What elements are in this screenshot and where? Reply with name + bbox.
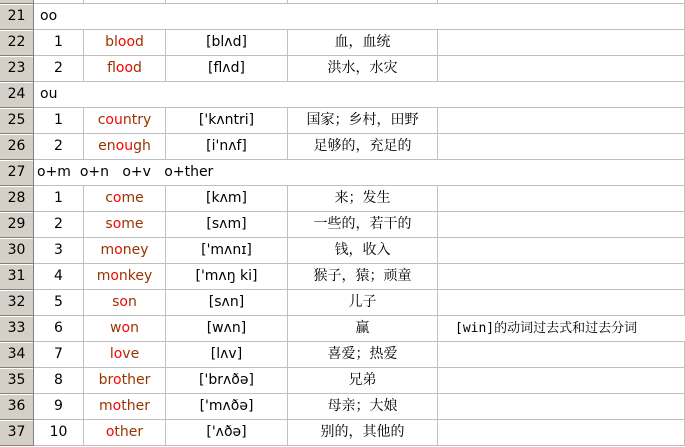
word-cell[interactable] — [84, 238, 166, 264]
ipa-cell[interactable]: [flʌd] — [166, 56, 288, 82]
word-prefix: en — [98, 138, 116, 154]
word-prefix: l — [109, 346, 114, 362]
table-row — [0, 82, 685, 108]
table-row — [0, 56, 685, 82]
word-suffix: n — [128, 294, 137, 310]
index-cell[interactable]: 6 — [34, 316, 84, 342]
row-header[interactable]: 33 — [0, 316, 34, 342]
word-highlight: o — [112, 190, 122, 206]
word-highlight: ou — [115, 138, 134, 154]
meaning-cell[interactable]: 赢 — [288, 316, 438, 342]
index-cell[interactable]: 1 — [34, 108, 84, 134]
word-suffix: ther — [121, 398, 150, 414]
word-prefix: s — [105, 216, 113, 232]
word-prefix: c — [97, 112, 106, 128]
row-header[interactable]: 31 — [0, 264, 34, 290]
word-prefix: c — [105, 190, 113, 206]
index-cell[interactable]: 1 — [34, 186, 84, 212]
section-header-cell[interactable] — [34, 4, 685, 30]
word-highlight: o — [112, 398, 122, 414]
index-cell[interactable]: 4 — [34, 264, 84, 290]
row-header[interactable]: 30 — [0, 238, 34, 264]
index-cell[interactable]: 5 — [34, 290, 84, 316]
word-cell[interactable] — [84, 342, 166, 368]
note-cell[interactable] — [438, 186, 685, 212]
row-header[interactable]: 28 — [0, 186, 34, 212]
row-header[interactable]: 21 — [0, 4, 34, 30]
word-cell[interactable] — [84, 212, 166, 238]
word-suffix: gh — [133, 138, 151, 154]
word-suffix: ntry — [122, 112, 152, 128]
word-suffix: me — [121, 190, 144, 206]
index-cell[interactable]: 2 — [34, 56, 84, 82]
word-cell[interactable] — [84, 56, 166, 82]
ipa-cell[interactable]: ['ʌðə] — [166, 420, 288, 446]
meaning-cell[interactable]: 儿子 — [288, 290, 438, 316]
table-row — [0, 394, 685, 420]
note-cell[interactable] — [438, 342, 685, 368]
word-cell[interactable] — [84, 394, 166, 420]
index-cell[interactable]: 3 — [34, 238, 84, 264]
meaning-cell[interactable]: 洪水，水灾 — [288, 56, 438, 82]
section-label: oo — [40, 8, 58, 24]
table-row — [0, 238, 685, 264]
row-header[interactable]: 37 — [0, 420, 34, 446]
row-header[interactable]: 29 — [0, 212, 34, 238]
note-cell[interactable] — [438, 290, 685, 316]
row-header[interactable]: 32 — [0, 290, 34, 316]
note-cell[interactable] — [438, 56, 685, 82]
section-label: o+m o+n o+v o+ther — [37, 164, 214, 180]
table-row — [0, 186, 685, 212]
note-cell[interactable] — [438, 30, 685, 56]
note-cell[interactable] — [438, 420, 685, 446]
table-row — [0, 212, 685, 238]
note-cell[interactable] — [438, 368, 685, 394]
note-cell[interactable] — [438, 238, 685, 264]
index-cell[interactable]: 8 — [34, 368, 84, 394]
word-prefix: bl — [105, 34, 118, 50]
table-row — [0, 134, 685, 160]
table-row — [0, 342, 685, 368]
meaning-cell[interactable]: 别的，其他的 — [288, 420, 438, 446]
meaning-cell[interactable]: 血，血统 — [288, 30, 438, 56]
ipa-cell[interactable]: [blʌd] — [166, 30, 288, 56]
word-highlight: o — [119, 294, 128, 310]
word-highlight: o — [112, 216, 122, 232]
ipa-cell[interactable]: ['brʌðə] — [166, 368, 288, 394]
ipa-cell[interactable]: ['mʌnɪ] — [166, 238, 288, 264]
table-row — [0, 4, 685, 30]
meaning-cell[interactable]: 钱，收入 — [288, 238, 438, 264]
word-highlight: o — [113, 372, 122, 388]
word-prefix: fl — [107, 60, 116, 76]
note-cell[interactable] — [438, 394, 685, 420]
ipa-cell[interactable]: ['mʌðə] — [166, 394, 288, 420]
table-row — [0, 316, 685, 342]
note-cell[interactable] — [438, 212, 685, 238]
ipa-cell[interactable]: [kʌm] — [166, 186, 288, 212]
ipa-cell[interactable]: [sʌn] — [166, 290, 288, 316]
word-cell[interactable] — [84, 134, 166, 160]
meaning-cell[interactable]: 猴子，猿；顽童 — [288, 264, 438, 290]
ipa-cell[interactable]: ['kʌntri] — [166, 108, 288, 134]
table-row — [0, 420, 685, 446]
note-cell[interactable]: [win]的动词过去式和过去分词 — [438, 316, 685, 342]
ipa-cell[interactable]: ['mʌŋ ki] — [166, 264, 288, 290]
meaning-cell[interactable]: 足够的，充足的 — [288, 134, 438, 160]
word-suffix: d — [135, 34, 144, 50]
word-suffix: nkey — [118, 268, 153, 284]
word-cell[interactable] — [84, 108, 166, 134]
meaning-cell[interactable]: 国家；乡村，田野 — [288, 108, 438, 134]
word-highlight: o — [121, 320, 131, 336]
word-suffix: ve — [122, 346, 140, 362]
word-prefix: m — [96, 268, 111, 284]
ipa-cell[interactable]: [wʌn] — [166, 316, 288, 342]
word-prefix: m — [99, 398, 113, 414]
word-highlight: o — [105, 424, 115, 440]
index-cell[interactable]: 2 — [34, 212, 84, 238]
index-cell[interactable]: 1 — [34, 30, 84, 56]
row-header[interactable]: 27 — [0, 160, 34, 186]
row-header[interactable]: 35 — [0, 368, 34, 394]
word-cell[interactable] — [84, 368, 166, 394]
table-row — [0, 30, 685, 56]
word-highlight: o — [114, 242, 123, 258]
meaning-cell[interactable]: 兄弟 — [288, 368, 438, 394]
index-cell[interactable]: 2 — [34, 134, 84, 160]
ipa-cell[interactable]: [i'nʌf] — [166, 134, 288, 160]
row-header[interactable]: 22 — [0, 30, 34, 56]
table-row — [0, 264, 685, 290]
word-suffix: ney — [122, 242, 149, 258]
word-cell[interactable] — [84, 186, 166, 212]
table-row — [0, 160, 685, 186]
meaning-cell[interactable]: 一些的，若干的 — [288, 212, 438, 238]
table-row — [0, 290, 685, 316]
note-cell[interactable] — [438, 108, 685, 134]
word-highlight: o — [110, 268, 119, 284]
index-cell[interactable]: 10 — [34, 420, 84, 446]
meaning-cell[interactable]: 母亲；大娘 — [288, 394, 438, 420]
row-header[interactable]: 34 — [0, 342, 34, 368]
word-cell[interactable] — [84, 264, 166, 290]
word-highlight: oo — [117, 34, 136, 50]
word-highlight: o — [113, 346, 123, 362]
row-header[interactable]: 23 — [0, 56, 34, 82]
word-cell[interactable] — [84, 30, 166, 56]
ipa-cell[interactable]: [lʌv] — [166, 342, 288, 368]
word-cell[interactable] — [84, 316, 166, 342]
word-suffix: ther — [114, 424, 144, 440]
section-header-cell[interactable] — [34, 82, 685, 108]
section-label: ou — [40, 86, 58, 102]
word-prefix: m — [100, 242, 115, 258]
word-cell[interactable] — [84, 290, 166, 316]
word-prefix: s — [112, 294, 120, 310]
word-suffix: ther — [121, 372, 151, 388]
table-row — [0, 368, 685, 394]
row-header[interactable]: 24 — [0, 82, 34, 108]
word-prefix: br — [98, 372, 114, 388]
word-highlight: ou — [105, 112, 123, 128]
note-cell[interactable] — [438, 134, 685, 160]
table-row — [0, 108, 685, 134]
note-cell[interactable] — [438, 264, 685, 290]
word-suffix: d — [133, 60, 142, 76]
section-header-cell[interactable] — [34, 160, 685, 186]
word-cell[interactable] — [84, 420, 166, 446]
word-suffix: n — [130, 320, 139, 336]
meaning-cell[interactable]: 喜爱；热爱 — [288, 342, 438, 368]
row-header[interactable]: 25 — [0, 108, 34, 134]
index-cell[interactable]: 7 — [34, 342, 84, 368]
ipa-cell[interactable]: [sʌm] — [166, 212, 288, 238]
word-highlight: oo — [115, 60, 134, 76]
word-suffix: me — [121, 216, 144, 232]
index-cell[interactable]: 9 — [34, 394, 84, 420]
word-prefix: w — [110, 320, 122, 336]
meaning-cell[interactable]: 来；发生 — [288, 186, 438, 212]
row-header[interactable]: 26 — [0, 134, 34, 160]
row-header[interactable]: 36 — [0, 394, 34, 420]
